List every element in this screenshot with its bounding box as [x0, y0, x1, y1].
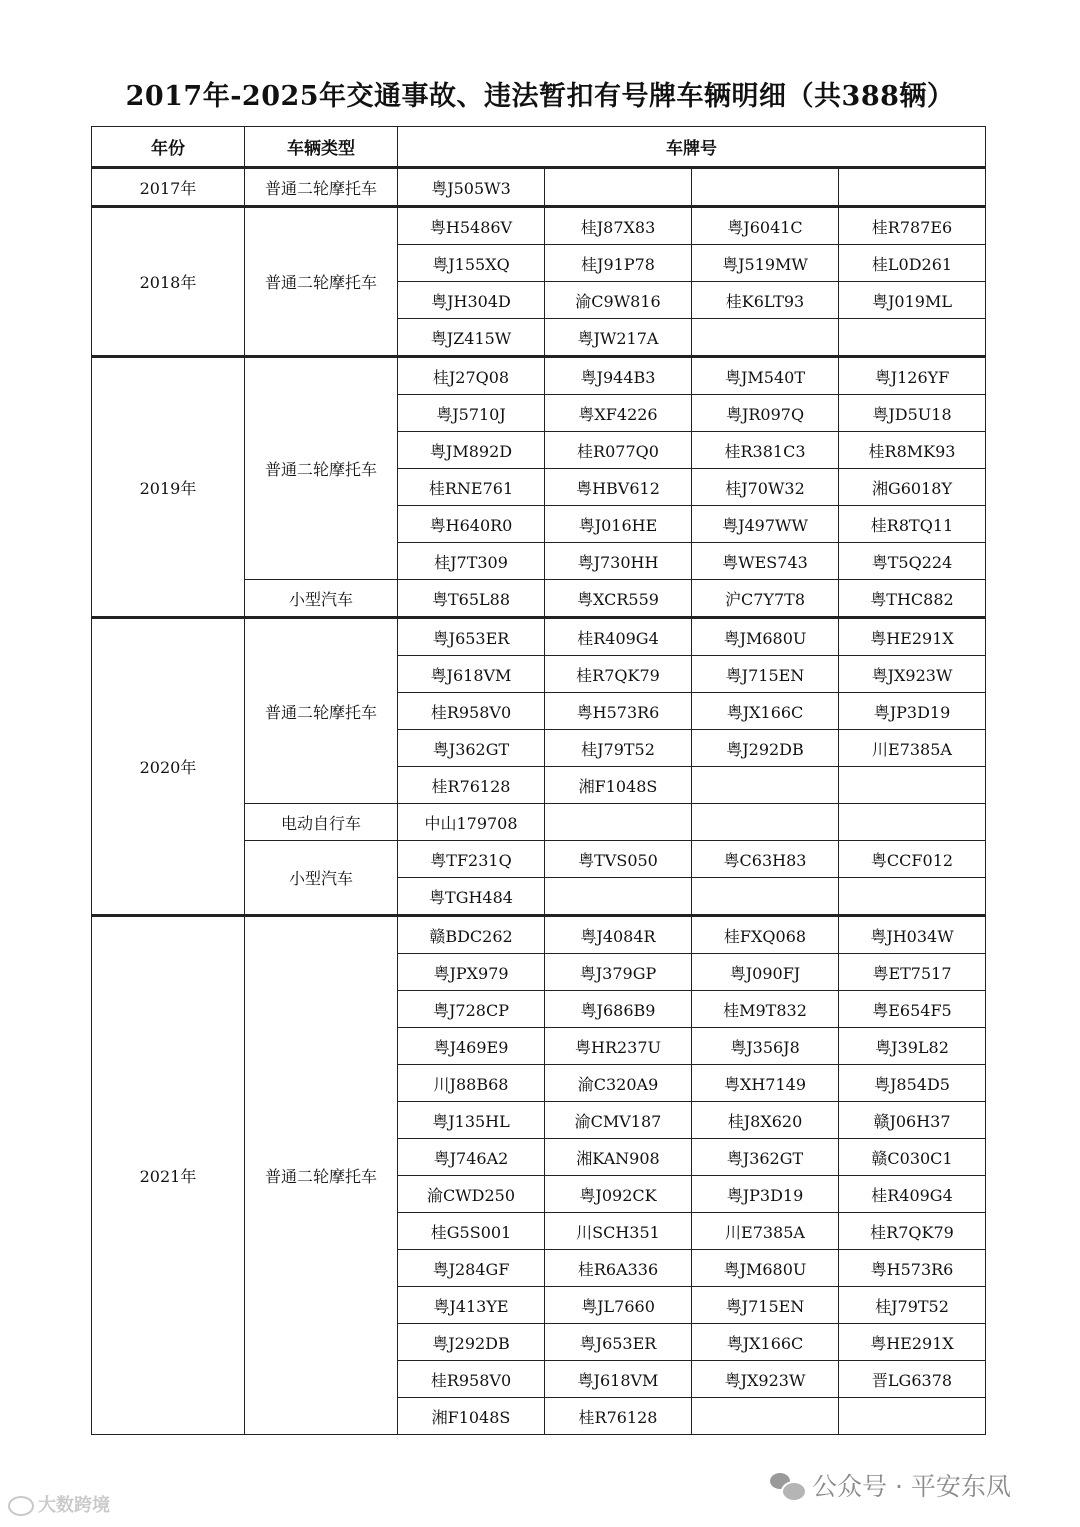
plate-cell [839, 804, 986, 841]
vehicle-type-cell: 普通二轮摩托车 [245, 618, 398, 804]
plate-cell: 桂J7T309 [398, 543, 545, 580]
vehicle-type-cell: 普通二轮摩托车 [245, 168, 398, 207]
plate-cell: 粤J618VM [545, 1361, 692, 1398]
plate-cell: 粤JX923W [692, 1361, 839, 1398]
plate-cell: 粤JM680U [692, 618, 839, 656]
table-row [92, 168, 986, 207]
plate-cell: 粤XH7149 [692, 1065, 839, 1102]
plate-cell: 粤JW217A [545, 319, 692, 357]
plate-cell: 粤J379GP [545, 954, 692, 991]
plate-cell: 粤J728CP [398, 991, 545, 1028]
plate-cell [692, 168, 839, 207]
plate-cell: 粤XCR559 [545, 580, 692, 618]
table-body [92, 168, 986, 1435]
table-row [92, 916, 986, 954]
plate-cell [839, 319, 986, 357]
plates-table [91, 126, 986, 1435]
plate-cell: 粤WES743 [692, 543, 839, 580]
plate-cell: 粤H5486V [398, 207, 545, 245]
watermark-left-text: 大数跨境 [38, 1495, 110, 1516]
table-row [92, 207, 986, 245]
plate-cell: 粤H640R0 [398, 506, 545, 543]
table-row [92, 357, 986, 395]
plate-cell: 粤JPX979 [398, 954, 545, 991]
plate-cell [692, 1398, 839, 1435]
plate-cell: 桂J79T52 [839, 1287, 986, 1324]
plate-cell: 粤J090FJ [692, 954, 839, 991]
plate-cell: 桂R8TQ11 [839, 506, 986, 543]
plate-cell: 粤JX923W [839, 656, 986, 693]
plate-cell: 桂R76128 [398, 767, 545, 804]
plate-cell: 粤J653ER [398, 618, 545, 656]
vehicle-type-cell: 小型汽车 [245, 841, 398, 916]
plate-cell: 粤TGH484 [398, 878, 545, 916]
plate-cell: 粤J292DB [398, 1324, 545, 1361]
plate-cell: 渝C320A9 [545, 1065, 692, 1102]
year-cell: 2017年 [92, 168, 245, 207]
year-cell: 2019年 [92, 357, 245, 618]
table-row [92, 618, 986, 656]
plate-cell: 桂J87X83 [545, 207, 692, 245]
plate-cell: 中山179708 [398, 804, 545, 841]
plate-cell: 渝CMV187 [545, 1102, 692, 1139]
plate-cell [545, 804, 692, 841]
plate-cell: 川E7385A [692, 1213, 839, 1250]
plate-cell: 桂R6A336 [545, 1250, 692, 1287]
plate-cell: 桂R787E6 [839, 207, 986, 245]
plate-cell: 粤J135HL [398, 1102, 545, 1139]
plate-cell: 赣BDC262 [398, 916, 545, 954]
plate-cell: 桂J27Q08 [398, 357, 545, 395]
plate-cell: 桂M9T832 [692, 991, 839, 1028]
header-type: 车辆类型 [245, 127, 398, 168]
plate-cell: 粤J356J8 [692, 1028, 839, 1065]
plate-cell: 桂K6LT93 [692, 282, 839, 319]
plate-cell: 粤J362GT [692, 1139, 839, 1176]
plate-cell: 桂R8MK93 [839, 432, 986, 469]
plate-cell: 粤J019ML [839, 282, 986, 319]
plate-cell: 粤J519MW [692, 245, 839, 282]
plate-cell: 桂R958V0 [398, 693, 545, 730]
plate-cell: 粤J618VM [398, 656, 545, 693]
header-plate: 车牌号 [398, 127, 986, 168]
plate-cell: 桂R958V0 [398, 1361, 545, 1398]
plate-cell: 赣J06H37 [839, 1102, 986, 1139]
plate-cell: 粤TVS050 [545, 841, 692, 878]
plate-cell: 粤J362GT [398, 730, 545, 767]
plate-cell: 沪C7Y7T8 [692, 580, 839, 618]
plate-cell: 桂J70W32 [692, 469, 839, 506]
plate-cell: 粤T5Q224 [839, 543, 986, 580]
plate-cell: 桂RNE761 [398, 469, 545, 506]
plate-cell: 渝CWD250 [398, 1176, 545, 1213]
plate-cell: 粤JH304D [398, 282, 545, 319]
plate-cell: 粤C63H83 [692, 841, 839, 878]
plate-cell: 晋LG6378 [839, 1361, 986, 1398]
plate-cell: 粤T65L88 [398, 580, 545, 618]
plate-cell: 桂J91P78 [545, 245, 692, 282]
vehicle-type-cell: 普通二轮摩托车 [245, 916, 398, 1435]
vehicle-type-cell: 小型汽车 [245, 580, 398, 618]
plate-cell: 粤H573R6 [839, 1250, 986, 1287]
plate-cell [692, 878, 839, 916]
plate-cell [839, 767, 986, 804]
plate-cell: 粤J126YF [839, 357, 986, 395]
plate-cell: 桂R7QK79 [545, 656, 692, 693]
plate-cell: 粤J715EN [692, 1287, 839, 1324]
document-title: 2017年-2025年交通事故、违法暂扣有号牌车辆明细（共388辆） [125, 81, 955, 112]
plate-cell: 粤J155XQ [398, 245, 545, 282]
plate-cell: 湘KAN908 [545, 1139, 692, 1176]
plate-cell: 桂R077Q0 [545, 432, 692, 469]
watermark-right-text: 公众号 · 平安东凤 [812, 1472, 1011, 1501]
plate-cell: 湘F1048S [545, 767, 692, 804]
plate-cell: 粤J730HH [545, 543, 692, 580]
plate-cell: 桂G5S001 [398, 1213, 545, 1250]
plate-cell: 粤TF231Q [398, 841, 545, 878]
plate-cell [839, 168, 986, 207]
plate-cell [692, 319, 839, 357]
plate-cell: 粤J854D5 [839, 1065, 986, 1102]
plate-cell: 粤JM680U [692, 1250, 839, 1287]
plate-cell: 川E7385A [839, 730, 986, 767]
plate-cell: 桂J79T52 [545, 730, 692, 767]
plate-cell: 桂R7QK79 [839, 1213, 986, 1250]
plate-cell: 桂R381C3 [692, 432, 839, 469]
plate-cell: 粤J715EN [692, 656, 839, 693]
watermark-logo-icon [8, 1496, 34, 1516]
plate-cell: 粤JH034W [839, 916, 986, 954]
plate-cell: 粤JP3D19 [692, 1176, 839, 1213]
plate-cell: 粤J092CK [545, 1176, 692, 1213]
plate-cell: 粤J284GF [398, 1250, 545, 1287]
plate-cell: 粤JL7660 [545, 1287, 692, 1324]
plate-cell: 粤E654F5 [839, 991, 986, 1028]
wechat-icon [770, 1471, 804, 1499]
plate-cell: 桂L0D261 [839, 245, 986, 282]
plate-cell [839, 1398, 986, 1435]
plate-cell: 桂R76128 [545, 1398, 692, 1435]
plate-cell: 粤JZ415W [398, 319, 545, 357]
plate-cell: 川SCH351 [545, 1213, 692, 1250]
watermark-left [8, 1491, 110, 1517]
plate-cell: 粤JM892D [398, 432, 545, 469]
year-cell: 2020年 [92, 618, 245, 916]
plate-cell: 粤HR237U [545, 1028, 692, 1065]
plate-cell: 粤JX166C [692, 693, 839, 730]
plate-cell: 粤XF4226 [545, 395, 692, 432]
plate-cell: 粤HE291X [839, 618, 986, 656]
plate-cell: 粤J944B3 [545, 357, 692, 395]
plate-cell: 粤JD5U18 [839, 395, 986, 432]
plate-cell: 川J88B68 [398, 1065, 545, 1102]
plate-cell: 粤J016HE [545, 506, 692, 543]
plate-cell: 粤ET7517 [839, 954, 986, 991]
plate-cell: 粤J469E9 [398, 1028, 545, 1065]
plate-cell: 粤J505W3 [398, 168, 545, 207]
plate-cell: 湘G6018Y [839, 469, 986, 506]
plate-cell: 湘F1048S [398, 1398, 545, 1435]
plate-cell: 粤JM540T [692, 357, 839, 395]
plate-cell [692, 804, 839, 841]
vehicle-type-cell: 电动自行车 [245, 804, 398, 841]
plate-cell: 粤J39L82 [839, 1028, 986, 1065]
plate-cell: 粤JX166C [692, 1324, 839, 1361]
plate-cell [839, 878, 986, 916]
plate-cell: 粤HE291X [839, 1324, 986, 1361]
plate-cell: 粤CCF012 [839, 841, 986, 878]
plate-cell [692, 767, 839, 804]
plate-cell: 粤J686B9 [545, 991, 692, 1028]
plate-cell: 粤J413YE [398, 1287, 545, 1324]
plate-cell [545, 878, 692, 916]
plate-cell: 粤THC882 [839, 580, 986, 618]
plate-cell: 桂R409G4 [839, 1176, 986, 1213]
plate-cell [545, 168, 692, 207]
plate-cell: 粤J497WW [692, 506, 839, 543]
year-cell: 2018年 [92, 207, 245, 357]
plate-cell: 粤J4084R [545, 916, 692, 954]
header-row [92, 127, 986, 168]
plate-cell: 桂J8X620 [692, 1102, 839, 1139]
plate-cell: 粤H573R6 [545, 693, 692, 730]
plate-cell: 粤J6041C [692, 207, 839, 245]
plate-cell: 桂R409G4 [545, 618, 692, 656]
plate-cell: 粤J746A2 [398, 1139, 545, 1176]
vehicle-type-cell: 普通二轮摩托车 [245, 357, 398, 580]
plate-cell: 粤J5710J [398, 395, 545, 432]
plate-cell: 粤JR097Q [692, 395, 839, 432]
plate-cell: 粤HBV612 [545, 469, 692, 506]
header-year: 年份 [92, 127, 245, 168]
plate-cell: 粤J653ER [545, 1324, 692, 1361]
plate-cell: 赣C030C1 [839, 1139, 986, 1176]
vehicle-type-cell: 普通二轮摩托车 [245, 207, 398, 357]
plate-cell: 粤JP3D19 [839, 693, 986, 730]
plate-cell: 粤J292DB [692, 730, 839, 767]
year-cell: 2021年 [92, 916, 245, 1435]
plate-cell: 桂FXQ068 [692, 916, 839, 954]
plate-cell: 渝C9W816 [545, 282, 692, 319]
watermark-right [770, 1467, 1011, 1503]
